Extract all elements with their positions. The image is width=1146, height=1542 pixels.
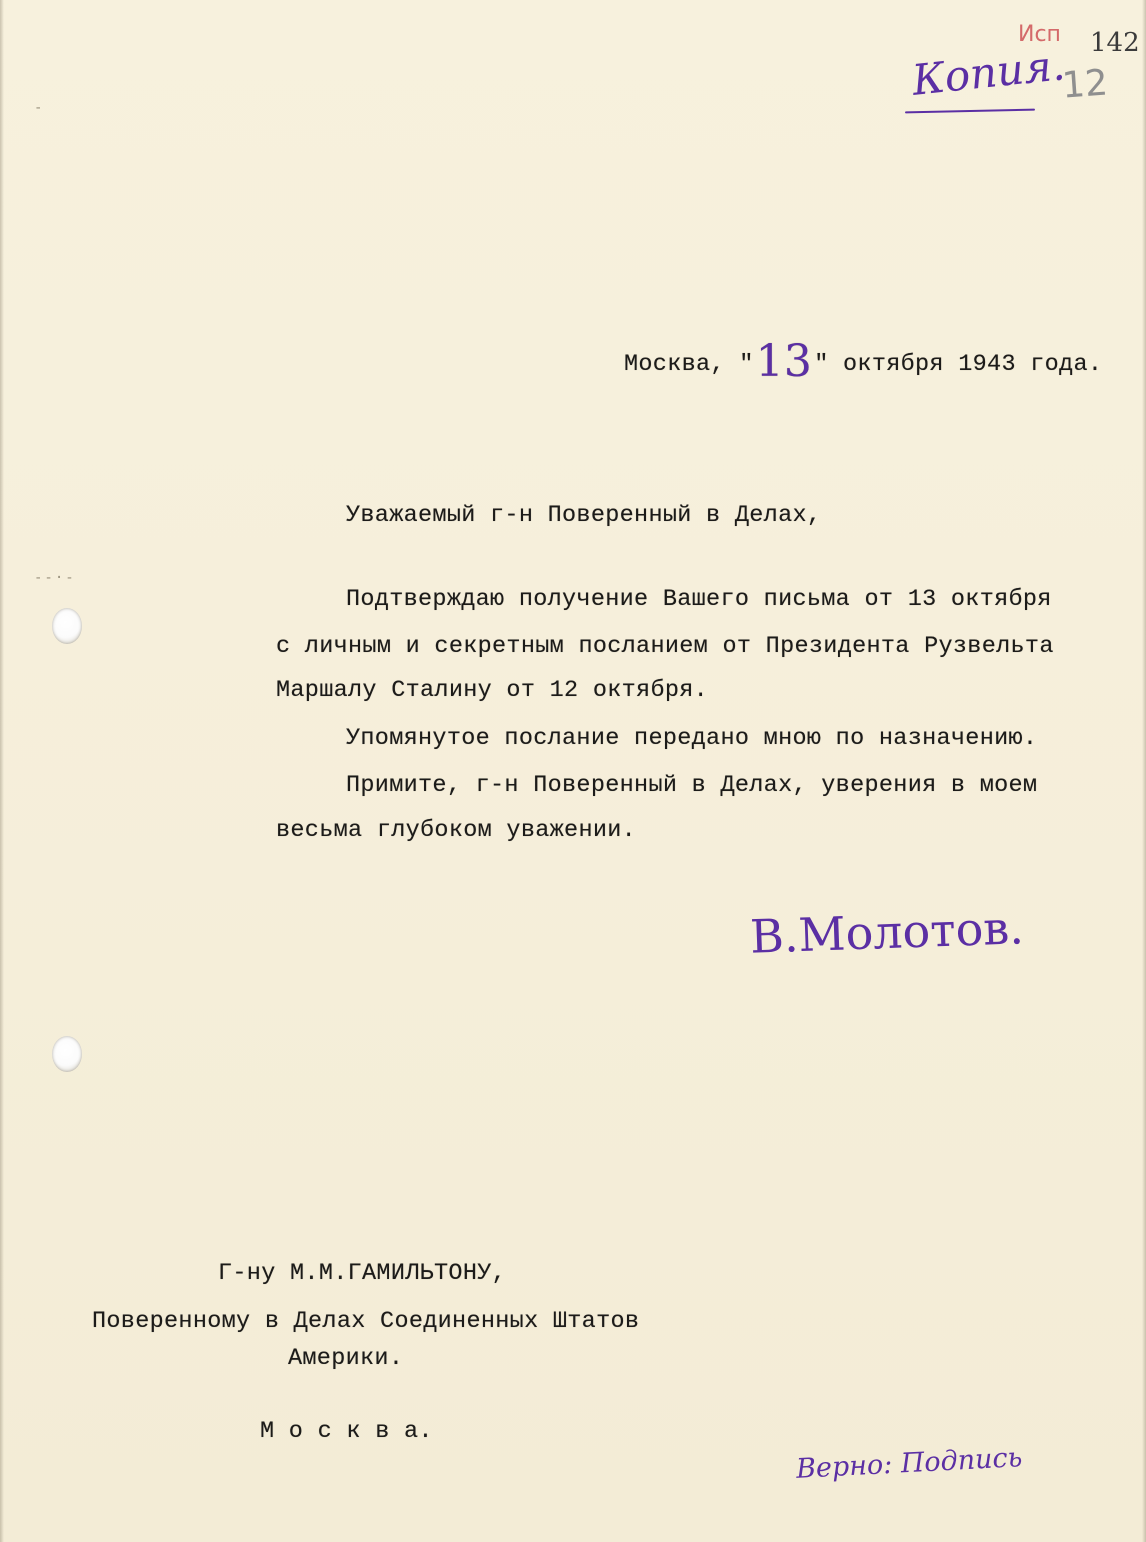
body-line-5: Примите, г-н Поверенный в Делах, уверения в моем [346,772,1038,799]
pencil-page-number: 12 [1060,62,1110,107]
page-left-edge [0,0,4,1542]
margin-mark: - [34,100,45,116]
addressee-line-3: Америки. [288,1345,404,1372]
certification-note: Верно: Подпись [795,1442,1023,1485]
date-suffix: " октября 1943 года. [814,351,1103,378]
copy-stamp-handwritten: Копия. [909,40,1068,105]
body-line-2: с личным и секретным посланием от Президента Рузвельта [276,633,1054,660]
copy-underline [905,109,1035,114]
salutation: Уважаемый г-н Поверенный в Делах, [346,502,822,529]
signature: В.Молотов. [749,900,1025,964]
date-prefix: Москва, " [624,351,754,378]
margin-mark: --·- [34,570,76,586]
punch-hole-lower [52,1036,82,1072]
red-pencil-note: Исп [1018,22,1061,47]
addressee-line-2: Поверенному в Делах Соединенных Штатов [92,1308,640,1335]
handwritten-day: 13 [755,336,813,387]
body-line-6: весьма глубоком уважении. [276,817,637,844]
archive-page-number: 142 [1090,28,1140,58]
punch-hole-upper [52,608,82,644]
date-line [624,330,1103,387]
body-line-3: Маршалу Сталину от 12 октября. [276,677,709,704]
addressee-city: М о с к в а. [260,1418,433,1445]
page-right-edge [1142,0,1146,1542]
body-line-4: Упомянутое послание передано мною по назначению. [346,725,1038,752]
body-line-1: Подтверждаю получение Вашего письма от 13 октября [346,586,1052,613]
addressee-line-1: Г-ну М.М.ГАМИЛЬТОНУ, [218,1260,507,1287]
